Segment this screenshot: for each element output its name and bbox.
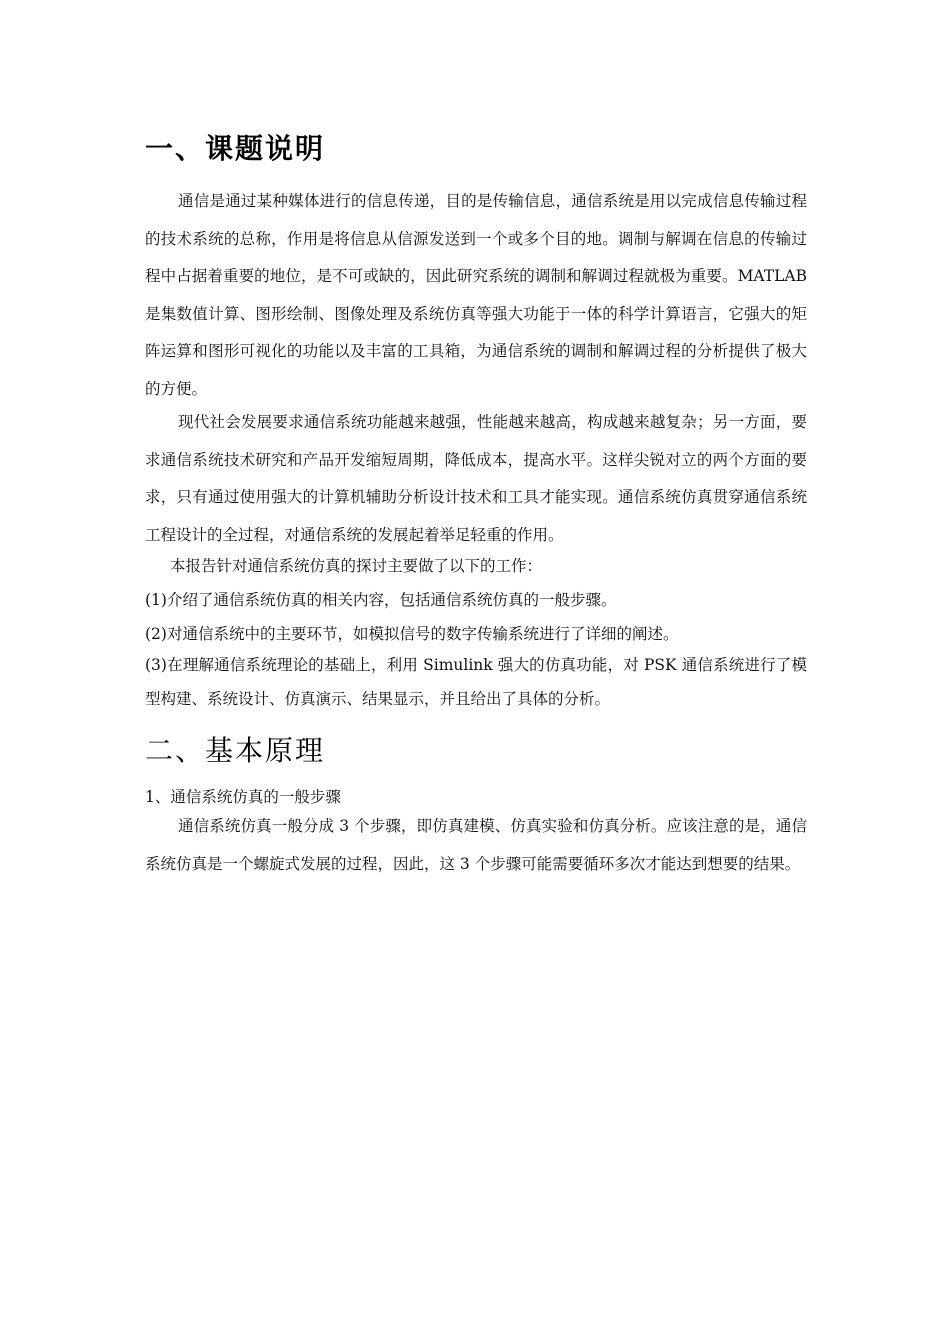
section-title-2: 二、基本原理 [145, 734, 326, 767]
section1-paragraph-1: 通信是通过某种媒体进行的信息传递，目的是传输信息，通信系统是用以完成信息传输过程的技术系统的总称，作用是将信息从信源发送到一个或多个目的地。调制与解调在信息的传输过程中占据着重要的地位，是不可或缺的，因此研究系统的调制和解调过程就极为重要。MATLAB是集数值计算、图形绘制、图像处理及系统仿真等强大功能于一体的科学计算语言，它强大的矩阵运算和图形可视化的功能以及丰富的工具箱，为通信系统的调制和解调过程的分析提供了极大的方便。 [145, 192, 807, 398]
section1-list-item-1: (1)介绍了通信系统仿真的相关内容，包括通信系统仿真的一般步骤。 [145, 591, 617, 609]
section1-intro-line: 本报告针对通信系统仿真的探讨主要做了以下的工作： [170, 557, 543, 575]
section1-list-item-3: (3)在理解通信系统理论的基础上，利用 Simulink 强大的仿真功能，对 PSK 通信系统进行了模型构建、系统设计、仿真演示、结果显示，并且给出了具体的分析。 [145, 656, 807, 708]
subsection-title-1: 1、通信系统仿真的一般步骤 [145, 788, 341, 806]
section1-list-item-2: (2)对通信系统中的主要环节，如模拟信号的数字传输系统进行了详细的阐述。 [145, 625, 679, 643]
section2-paragraph-1: 通信系统仿真一般分成 3 个步骤，即仿真建模、仿真实验和仿真分析。应该注意的是，通信系统仿真是一个螺旋式发展的过程，因此，这 3 个步骤可能需要循环多次才能达到想要的结果。 [145, 817, 807, 873]
section-title-1: 一、课题说明 [145, 132, 326, 165]
section1-paragraph-2: 现代社会发展要求通信系统功能越来越强，性能越来越高，构成越来越复杂；另一方面，要求通信系统技术研究和产品开发缩短周期，降低成本，提高水平。这样尖锐对立的两个方面的要求，只有通过使用强大的计算机辅助分析设计技术和工具才能实现。通信系统仿真贯穿通信系统工程设计的全过程，对通信系统的发展起着举足轻重的作用。 [145, 413, 807, 544]
